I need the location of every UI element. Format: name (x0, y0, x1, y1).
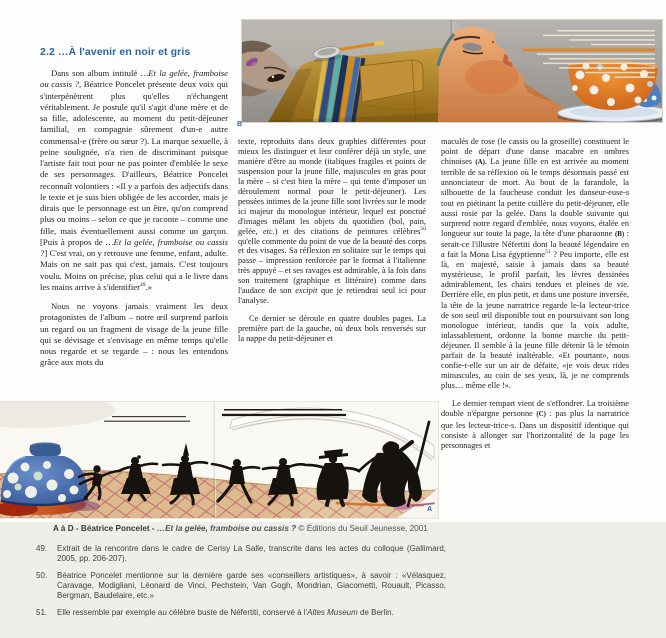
paragraph: maculés de rose (le cassis ou la groseille) constituent le point de départ d'une danse macabre en ombres chinoises (A). La jeune fille en est arrivée au moment terrible de sa réflexion où le temps désormais passé est annonciateur de mort. Au bout de la farandole, la silhouette de la faucheuse conduit les danseur-euse-s tout en piétinant la petite cuillère du petit-déjeuner, elle aussi rosie par la gelée. Dans la double suivante qui surprend notre regard d'emblée, nous voyons, étalée en longueur sur toute la page, la tête d'une pharaonne (B) : serait-ce l'illustre Néfertiti dont la beauté légendaire en a fait la Mona Lisa égyptienne$^{51}$ ? Peu importe, elle est là, en majesté, saisie à jamais dans sa beauté mystérieuse, le profil parfait, les lèvres dessinées admirablement, les chairs tendues et pleines de vie. Derrière elle, en plus petit, et dans une posture inversée, la tête de la jeune narratrice regarde le-la lecteur-trice de son seul œil disponible tout en poursuivant son long monologue intérieur, tandis que la voix adulte, inlassablement, ordonne la bonne marche du petit-déjeuner. Il semble à la jeune fille détenir là le témoin parfait de la beauté inaltérable. «Et pourtant», nous confie-t-elle sur un air de défaite, «je vois deux rides minuscules, au coin de ses yeux, là, je ne comprends plus… même elle !». (441, 137, 629, 391)
paragraph: Nous ne voyons jamais vraiment les deux protagonistes de l'album – notre œil surprend parfois un regard ou un fragment de visage de la jeune fille qui se dévisage et s'envisage en même temps qu'elle nous regarde et se regarde – : nous les entendons grâce aux mots du (40, 301, 228, 368)
paragraph: Le dernier rempart vient de s'effondrer. La troisième double n'épargne personne (C) : pas plus la narratrice que les lecteur-trice-s. Dans un dispositif identique qui consiste à allonger sur l'horizontalité de la page les personnages et (441, 399, 630, 450)
text-column-right (441, 137, 629, 451)
figure-a-danse-macabre-illustration (0, 402, 438, 518)
text-column-left (40, 68, 228, 369)
paragraph: texte, reproduits dans deux graphies différentes pour mieux les distinguer et leur conférer déjà un style, une manière d'être au monde (italiques fragiles et points de suspension pour la jeune fille, majuscules en gras pour la mère – si c'est bien la mère – qui tente d'imposer un déroulement normal pour le petit-déjeuner). Les pensées intimes de la jeune fille sont livrées sur le mode ici majeur du monologue intérieur, lequel est ponctué d'images mêlant les objets du quotidien (bol, pain, gelée, etc.) et des citations de peintures célèbres$^{50}$ qu'elle commente du point de vue de la beauté des corps et des visages. Sa réflexion en solitaire sur le temps qui passe – impression renforcée par le format à l'italienne très appuyé – et ses ravages est admirable, à la fois dans son traitement (graphique et littéraire) comme dans l'audace de son excipit que je retiendrai seul ici pour l'analyse. (238, 137, 427, 306)
figure-caption: A à D - Béatrice Poncelet - …Et la gelée, framboise ou cassis ? © Éditions du Seuil Jeunesse, 2001 (53, 524, 428, 533)
footnote-number: 51. (36, 608, 48, 618)
footnote-number: 50. (36, 570, 48, 580)
footnote-text: Extrait de la rencontre dans le cadre de Cerisy La Salle, transcrite dans les actes du colloque (Gallimard, 2005, pp. 206-207). (57, 544, 446, 564)
figure-b-pharaoh-illustration (242, 20, 662, 122)
footnote-text: Elle ressemble par exemple au célèbre buste de Néfertiti, conservé à l'Altes Museum de Berlin. (57, 608, 394, 618)
footnotes (36, 544, 446, 625)
text-column-middle (238, 137, 426, 344)
footnote (36, 608, 446, 618)
section-heading: 2.2 …À l'avenir en noir et gris (40, 46, 191, 58)
danse-macabre-artwork (0, 402, 438, 518)
footnote-text: Béatrice Poncelet mentionne sur la dernière garde ses «conseillers artistiques», à savoir : «Vélasquez, Caravage, Modigliani, Léonard de Vinci, Pechstein, Van Gogh, Mondrian, Giacometti, Rouault, Picasso, Bergman, Baudelaire, etc.» (57, 570, 446, 601)
footnote (36, 571, 446, 602)
paragraph: Dans son album intitulé …Et la gelée, framboise ou cassis ?, Béatrice Poncelet présente deux voix qui s'interpénètrent plus qu'elles n'échangent véritablement. Je postule qu'il s'agit d'une mère et de sa fille, adolescente, au moment du petit-déjeuner familial, en compagnie sûrement d'un-e autre commensal-e (frère ou sœur ?). La marque sexuelle, à peine soulignée, n'a rien de discriminant puisque l'artiste fait tout pour ne pas pointer d'emblée le sexe de ses personnages. D'ailleurs, Béatrice Poncelet reconnaît volontiers : «Il y a parfois des adjectifs dans le texte et je suis bien obligée de les accorder, mais je dirais que le personnage est un être, qu'on comprend plus ou moins – selon ce que je raconte – comme une fille, mais éventuellement aussi comme un garçon. [Puis à propos de …Et la gelée, framboise ou cassis ?] C'est vrai, on y retrouve une femme, enfant, adulte. Mais on ne sait pas qui c'est, jamais. C'est toujours voulu. Moins on précise, plus celui qui a le livre dans les mains arrive à s'identifier$^{49}$.» (40, 68, 228, 292)
figure-a-label: A (427, 506, 433, 513)
paragraph: Ce dernier se déroule en quatre doubles pages. La première part de la gauche, où deux bols renversés sur la nappe du petit-déjeuner et (238, 314, 426, 344)
footnote-number: 49. (36, 544, 48, 553)
pharaoh-head-artwork (242, 20, 662, 122)
footnote (36, 544, 446, 564)
figure-b-label: B (237, 121, 243, 128)
